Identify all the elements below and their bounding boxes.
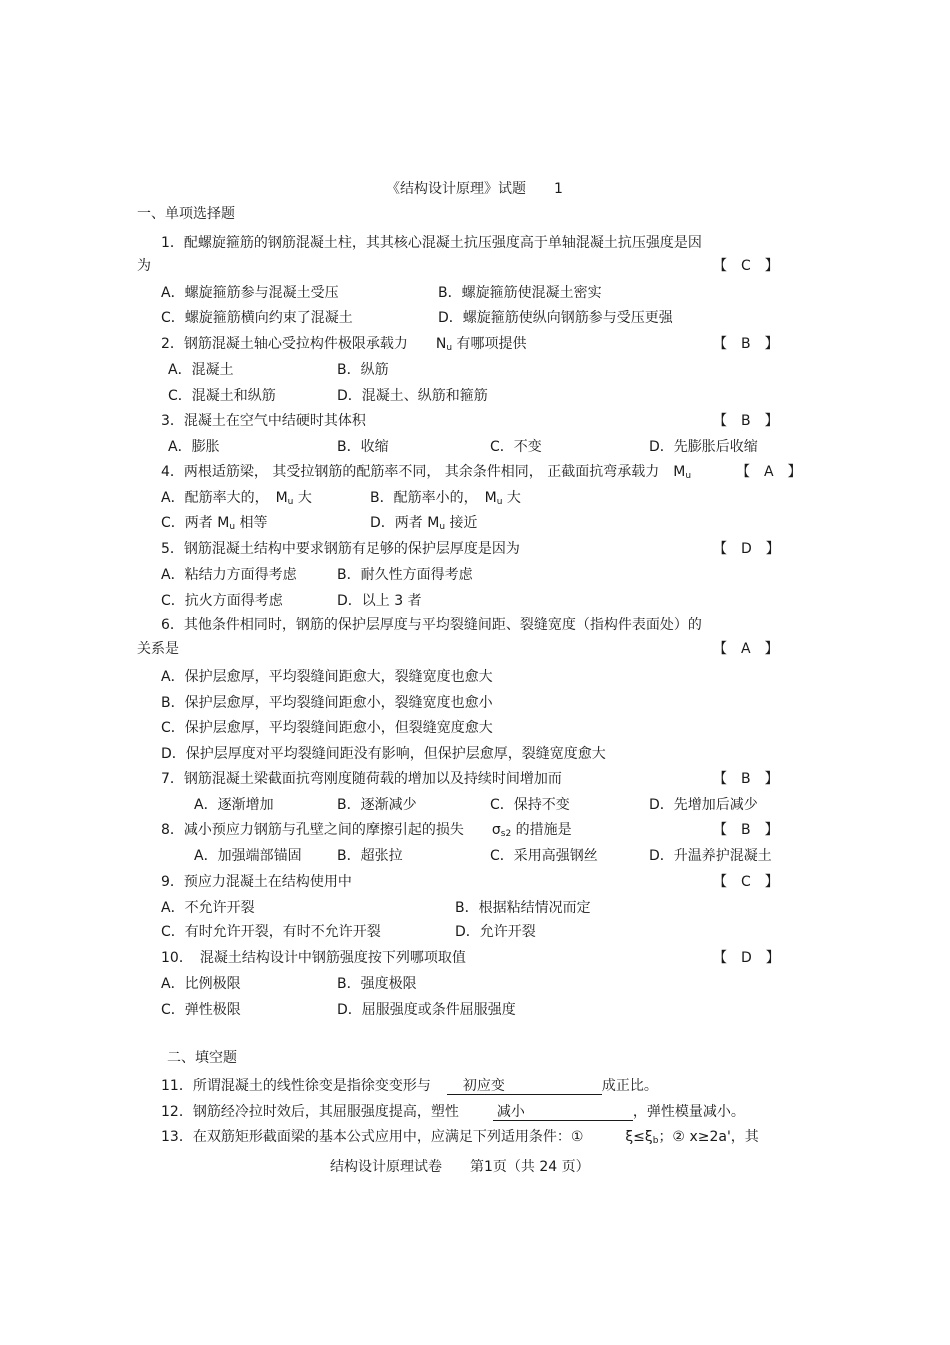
- question-10-stem: 10． 混凝土结构设计中钢筋强度按下列哪项取值: [161, 950, 466, 966]
- question-8-answer: 【 B 】: [713, 822, 779, 838]
- question-9-option-d: D．允许开裂: [455, 924, 536, 940]
- question-8-option-d: D．升温养护混凝土: [649, 848, 772, 864]
- question-7-answer: 【 B 】: [713, 771, 779, 787]
- question-12: 12．钢筋经冷拉时效后，其屈服强度提高，塑性 减小 ，弹性模量减小。: [161, 1104, 745, 1120]
- question-7-option-a: A．逐渐增加: [194, 797, 274, 813]
- question-8-stem: 8．减小预应力钢筋与孔壁之间的摩擦引起的损失 $\sigma_{s2}$ 的措施是: [161, 822, 572, 839]
- question-5-answer: 【 D 】: [713, 541, 780, 557]
- question-1-option-d: D．螺旋箍筋使纵向钢筋参与受压更强: [438, 310, 673, 326]
- question-8-option-a: A．加强端部锚固: [194, 848, 302, 864]
- question-1-option-b: B．螺旋箍筋使混凝土密实: [438, 285, 602, 301]
- question-5-option-d: D．以上 3 者: [337, 593, 422, 609]
- question-3-stem: 3．混凝土在空气中结硬时其体积: [161, 413, 366, 429]
- question-2-stem: 2．钢筋混凝土轴心受拉构件极限承载力 $N_u$ 有哪项提供: [161, 336, 527, 353]
- page-title: 《结构设计原理》试题 1: [386, 181, 563, 197]
- question-3-option-a: A．膨胀: [168, 439, 220, 455]
- question-10-option-b: B．强度极限: [337, 976, 417, 992]
- question-1-option-c: C．螺旋箍筋横向约束了混凝土: [161, 310, 353, 326]
- question-10-option-a: A．比例极限: [161, 976, 241, 992]
- section-heading-fill-in: 二、填空题: [167, 1050, 237, 1066]
- question-2-answer: 【 B 】: [713, 336, 779, 352]
- question-7-option-d: D．先增加后减少: [649, 797, 758, 813]
- question-3-option-d: D．先膨胀后收缩: [649, 439, 758, 455]
- question-9-option-b: B．根据粘结情况而定: [455, 900, 591, 916]
- question-6-option-b: B．保护层愈厚，平均裂缝间距愈小，裂缝宽度也愈小: [161, 695, 493, 711]
- question-5-option-c: C．抗火方面得考虑: [161, 593, 283, 609]
- question-8-option-c: C．采用高强钢丝: [490, 848, 598, 864]
- question-1-stem: 1．配螺旋箍筋的钢筋混凝土柱，其其核心混凝土抗压强度高于单轴混凝土抗压强度是因: [161, 235, 702, 251]
- question-4-option-b: B．配筋率小的， $M_u$ 大: [370, 490, 521, 507]
- question-10-option-c: C．弹性极限: [161, 1002, 241, 1018]
- question-10-option-d: D．屈服强度或条件屈服强度: [337, 1002, 516, 1018]
- question-3-option-b: B．收缩: [337, 439, 389, 455]
- question-6-answer: 【 A 】: [713, 641, 779, 657]
- question-4-stem: 4．两根适筋梁， 其受拉钢筋的配筋率不同， 其余条件相同， 正截面抗弯承载力 $M_u$: [161, 464, 692, 481]
- question-9-option-c: C．有时允许开裂，有时不允许开裂: [161, 924, 381, 940]
- question-7-stem: 7．钢筋混凝土梁截面抗弯刚度随荷载的增加以及持续时间增加而: [161, 771, 562, 787]
- question-2-option-b: B．纵筋: [337, 362, 389, 378]
- question-4-option-a: A．配筋率大的， $M_u$ 大: [161, 490, 312, 507]
- question-2-option-a: A．混凝土: [168, 362, 234, 378]
- question-8-option-b: B．超张拉: [337, 848, 403, 864]
- question-7-option-c: C．保持不变: [490, 797, 570, 813]
- question-2-option-c: C．混凝土和纵筋: [168, 388, 276, 404]
- question-6-stem-cont: 关系是: [137, 641, 179, 657]
- question-3-option-c: C．不变: [490, 439, 542, 455]
- question-6-option-c: C．保护层愈厚，平均裂缝间距愈小，但裂缝宽度愈大: [161, 720, 493, 736]
- question-5-option-b: B．耐久性方面得考虑: [337, 567, 473, 583]
- question-4-answer: 【 A 】: [736, 464, 802, 480]
- question-1-stem-cont: 为: [137, 258, 151, 274]
- question-9-stem: 9．预应力混凝土在结构使用中: [161, 874, 352, 890]
- question-13: 13．在双筋矩形截面梁的基本公式应用中，应满足下列适用条件：① $\xi\le\xi_b$；② x≥2a'，其: [161, 1129, 759, 1146]
- question-5-option-a: A．粘结力方面得考虑: [161, 567, 297, 583]
- question-9-answer: 【 C 】: [713, 874, 779, 890]
- question-7-option-b: B．逐渐减少: [337, 797, 417, 813]
- question-3-answer: 【 B 】: [713, 413, 779, 429]
- question-2-option-d: D．混凝土、纵筋和箍筋: [337, 388, 488, 404]
- question-4-option-d: D．两者 $M_u$ 接近: [370, 515, 478, 532]
- question-6-option-d: D．保护层厚度对平均裂缝间距没有影响，但保护层愈厚，裂缝宽度愈大: [161, 746, 606, 762]
- question-11: 11．所谓混凝土的线性徐变是指徐变变形与 初应变 成正比。: [161, 1078, 658, 1094]
- question-6-stem: 6．其他条件相同时，钢筋的保护层厚度与平均裂缝间距、裂缝宽度（指构件表面处）的: [161, 617, 702, 633]
- question-1-option-a: A．螺旋箍筋参与混凝土受压: [161, 285, 339, 301]
- question-9-option-a: A．不允许开裂: [161, 900, 255, 916]
- question-5-stem: 5．钢筋混凝土结构中要求钢筋有足够的保护层厚度是因为: [161, 541, 520, 557]
- section-heading-single-choice: 一、单项选择题: [137, 206, 235, 222]
- question-6-option-a: A．保护层愈厚，平均裂缝间距愈大，裂缝宽度也愈大: [161, 669, 493, 685]
- question-12-blank: 减小: [493, 1104, 633, 1121]
- question-10-answer: 【 D 】: [713, 950, 780, 966]
- question-11-blank: 初应变: [447, 1078, 602, 1095]
- question-4-option-c: C．两者 $M_u$ 相等: [161, 515, 268, 532]
- page-footer: 结构设计原理试卷 第1页（共 24 页）: [330, 1159, 590, 1175]
- question-1-answer: 【 C 】: [713, 258, 779, 274]
